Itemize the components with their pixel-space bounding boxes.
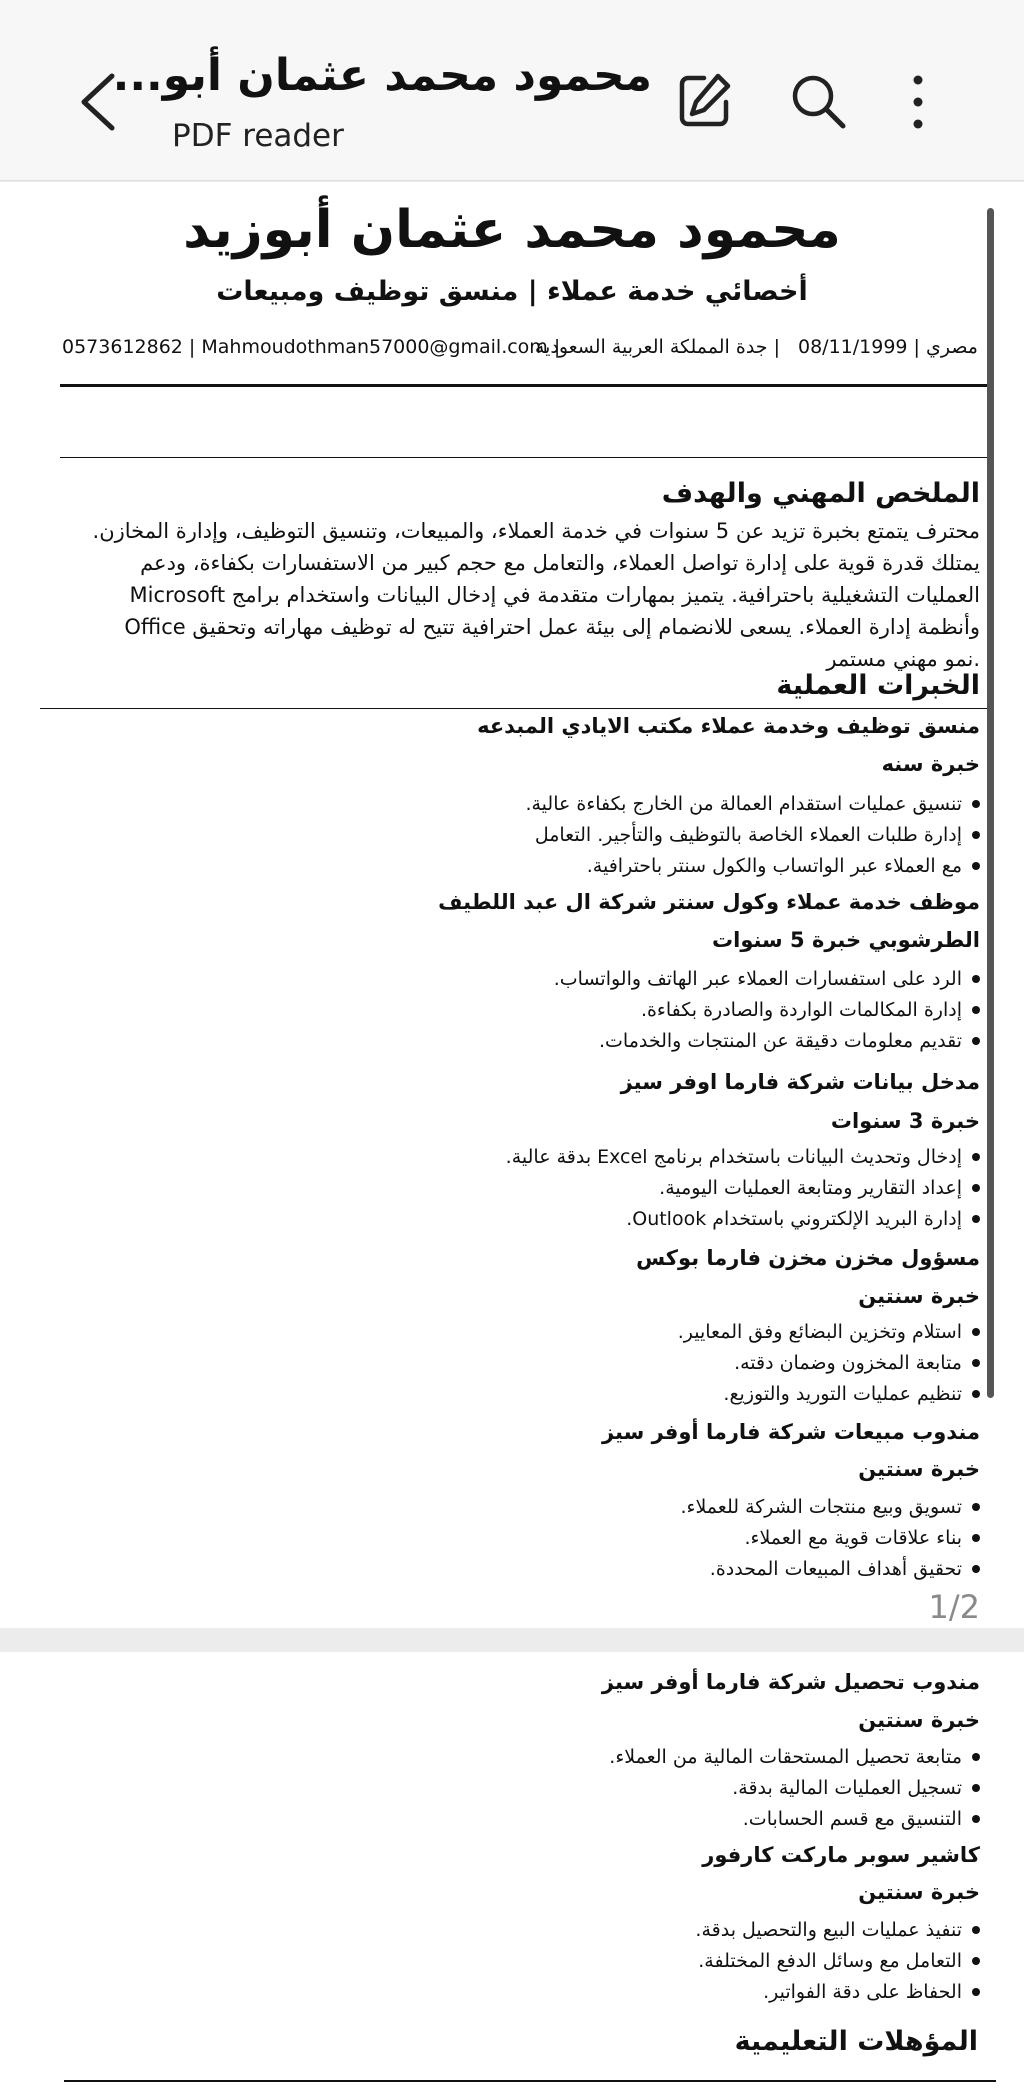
experience-heading: الخبرات العملية	[776, 670, 980, 701]
job-duration: خبرة سنه	[881, 752, 980, 776]
job-bullet: استلام وتخزين البضائع وفق المعايير.	[678, 1321, 980, 1343]
job-title: كاشير سوبر ماركت كارفور	[702, 1843, 980, 1867]
education-rule	[64, 2080, 996, 2082]
job-bullet: إدارة المكالمات الواردة والصادرة بكفاءة.	[641, 999, 980, 1021]
job-bullet: الحفاظ على دقة الفواتير.	[763, 1981, 980, 2003]
education-heading: المؤهلات التعليمية	[734, 2026, 978, 2057]
summary-line: محترف يتمتع بخبرة تزيد عن 5 سنوات في خدمة العملاء، والمبيعات، وتنسيق التوظيف، وإدارة المخازن.	[92, 519, 980, 543]
summary-text	[60, 515, 980, 675]
job-bullet: التنسيق مع قسم الحسابات.	[743, 1808, 980, 1830]
summary-line: .نمو مهني مستمر	[826, 647, 980, 671]
job-title: مندوب مبيعات شركة فارما أوفر سيز	[601, 1420, 980, 1444]
search-icon	[785, 68, 853, 136]
summary-heading: الملخص المهني والهدف	[661, 478, 980, 509]
document-title: محمود محمد عثمان أبو...	[112, 50, 652, 101]
header-rule-thin	[60, 457, 988, 458]
job-bullet: تنظيم عمليات التوريد والتوزيع.	[723, 1383, 980, 1405]
job-duration: خبرة سنتين	[858, 1880, 980, 1904]
job-title: منسق توظيف وخدمة عملاء مكتب الايادي المبدعه	[477, 714, 980, 738]
job-bullet: إدارة البريد الإلكتروني باستخدام Outlook.	[626, 1208, 980, 1230]
job-title: مندوب تحصيل شركة فارما أوفر سيز	[601, 1670, 980, 1694]
contact-nationality-dob: مصري | 08/11/1999	[797, 336, 978, 358]
job-duration: خبرة سنتين	[858, 1708, 980, 1732]
job-bullet: الرد على استفسارات العملاء عبر الهاتف والواتساب.	[554, 968, 980, 990]
job-bullet: مع العملاء عبر الواتساب والكول سنتر باحترافية.	[587, 855, 980, 877]
job-duration: خبرة سنتين	[858, 1284, 980, 1308]
edit-button[interactable]	[670, 68, 738, 136]
resume-name: محمود محمد عثمان أبوزيد	[183, 200, 841, 260]
job-duration: خبرة سنتين	[858, 1457, 980, 1481]
page-separator	[0, 1628, 1024, 1652]
app-subtitle: PDF reader	[172, 118, 344, 154]
job-bullet: متابعة تحصيل المستحقات المالية من العملاء.	[609, 1746, 980, 1768]
job-bullet: متابعة المخزون وضمان دقته.	[734, 1352, 980, 1374]
job-duration: الطرشوبي خبرة 5 سنوات	[712, 928, 980, 952]
job-bullet: تسويق وبيع منتجات الشركة للعملاء.	[680, 1496, 980, 1518]
job-bullet: تنفيذ عمليات البيع والتحصيل بدقة.	[695, 1919, 980, 1941]
page-indicator: 1/2	[928, 1588, 980, 1626]
job-bullet: تقديم معلومات دقيقة عن المنتجات والخدمات.	[599, 1030, 980, 1052]
contact-location: | جدة المملكة العربية السعودية	[534, 336, 780, 358]
job-bullet: إدارة طلبات العملاء الخاصة بالتوظيف والتأجير. التعامل	[535, 824, 980, 846]
header-rule	[60, 384, 988, 387]
resume-job-title: أخصائي خدمة عملاء | منسق توظيف ومبيعات	[216, 276, 808, 307]
more-vertical-icon	[884, 68, 952, 136]
edit-icon	[670, 68, 738, 136]
job-duration: خبرة 3 سنوات	[830, 1109, 980, 1133]
experience-rule	[40, 708, 988, 709]
scrollbar-thumb[interactable]	[987, 208, 994, 1398]
job-bullet: تسجيل العمليات المالية بدقة.	[732, 1777, 980, 1799]
job-bullet: تحقيق أهداف المبيعات المحددة.	[710, 1558, 980, 1580]
job-bullet: إدخال وتحديث البيانات باستخدام برنامج Excel بدقة عالية.	[506, 1146, 980, 1168]
job-bullet: تنسيق عمليات استقدام العمالة من الخارج بكفاءة عالية.	[525, 793, 980, 815]
summary-line: العمليات التشغيلية باحترافية. يتميز بمهارات متقدمة في إدخال البيانات واستخدام برامج Microsoft	[129, 583, 980, 607]
app-bar	[0, 0, 1024, 181]
job-bullet: إعداد التقارير ومتابعة العمليات اليومية.	[659, 1177, 980, 1199]
job-title: مدخل بيانات شركة فارما اوفر سيز	[620, 1070, 980, 1094]
job-bullet: التعامل مع وسائل الدفع المختلفة.	[698, 1950, 980, 1972]
job-bullet: بناء علاقات قوية مع العملاء.	[744, 1527, 980, 1549]
job-title: مسؤول مخزن مخزن فارما بوكس	[636, 1246, 980, 1270]
summary-line: يمتلك قدرة قوية على إدارة تواصل العملاء، والتعامل مع حجم كبير من الاستفسارات بكفاءة، ودعم	[140, 551, 980, 575]
more-options-button[interactable]	[884, 68, 952, 136]
summary-line: وأنظمة إدارة العملاء. يسعى للانضمام إلى بيئة عمل احترافية تتيح له توظيف مهاراته وتحقيق Office	[124, 615, 980, 639]
contact-email-phone: 0573612862 | Mahmoudothman57000@gmail.com |	[62, 336, 561, 358]
job-title: موظف خدمة عملاء وكول سنتر شركة ال عبد اللطيف	[438, 890, 980, 914]
search-button[interactable]	[785, 68, 853, 136]
